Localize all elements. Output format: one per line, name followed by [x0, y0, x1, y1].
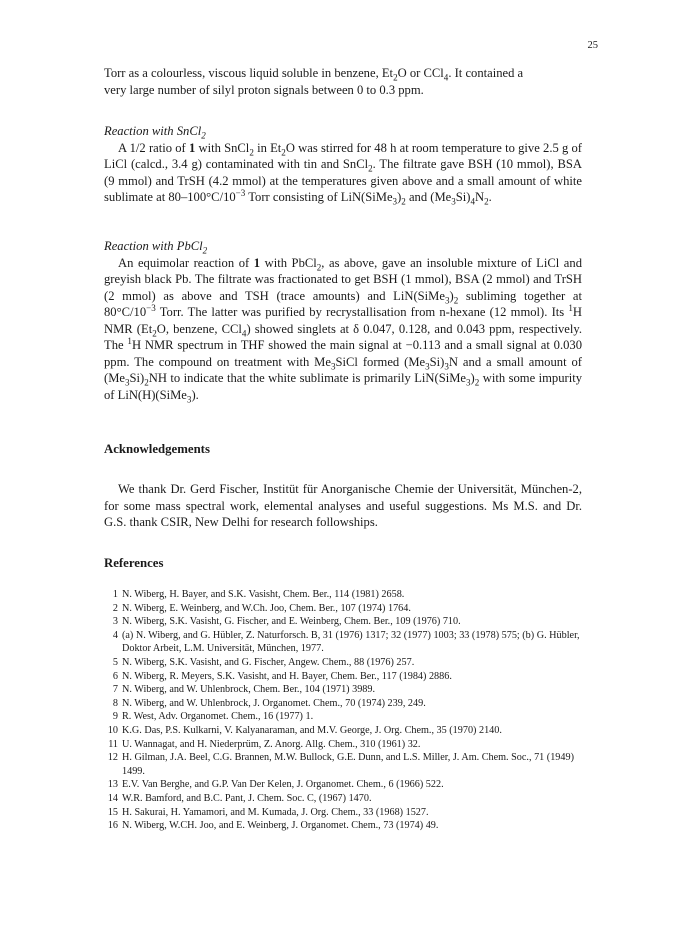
section-sncl2 — [104, 123, 582, 206]
reference-text: H. Gilman, J.A. Beel, C.G. Brannen, M.W. Bullock, G.E. Dunn, and L.S. Miller, J. Am. Chem. Soc., 71 (1949) 1499. — [122, 752, 574, 777]
section-pbcl2 — [104, 238, 582, 403]
references-list — [104, 588, 584, 833]
reference-item — [104, 792, 584, 806]
acknowledgements-heading: Acknowledgements — [104, 442, 210, 456]
reference-number: 11 — [108, 738, 118, 750]
reference-item — [104, 710, 584, 724]
reference-number: 2 — [112, 602, 118, 614]
reference-number: 1 — [112, 589, 118, 600]
reference-text: K.G. Das, P.S. Kulkarni, V. Kalyanaraman, and M.V. George, J. Org. Chem., 35 (1970) 2140. — [122, 724, 502, 736]
reference-text: N. Wiberg, and W. Uhlenbrock, Chem. Ber., 104 (1971) 3989. — [122, 684, 376, 696]
reference-number: 4 — [112, 629, 118, 641]
reference-item — [104, 724, 584, 738]
reference-text: N. Wiberg, S.K. Vasisht, and G. Fischer, Angew. Chem., 88 (1976) 257. — [122, 656, 415, 668]
reference-text: (a) N. Wiberg, and G. Hübler, Z. Naturforsch. B, 31 (1976) 1317; 32 (1977) 1003; 33 (1978) 575; (b) G. Hübler, Doktor Arbeit, L.M. Universität, München, 1977. — [122, 629, 580, 655]
reference-text: N. Wiberg, S.K. Vasisht, G. Fischer, and E. Weinberg, Chem. Ber., 109 (1976) 710. — [122, 616, 461, 628]
reference-item — [104, 602, 584, 616]
intro-paragraph — [104, 65, 582, 98]
page-number: 25 — [587, 40, 598, 51]
reference-number: 8 — [112, 697, 118, 709]
paragraph-sncl2: A 1/2 ratio of 1 with SnCl$_2$ in $Et_2O$ was stirred for 48 h at room temperature to give 2.5 g of LiCl (calcd., 3.4 g) contaminated with tin and SnCl$_2$. The filtrate gave BSH (10 mmol), BSA (9 mmol) and TrSH (4.2 mmol) at the temperatures given above and a small amount of white sublimate at $80-100^\circ C/10^{-3}$ Torr consisting of $LiN(SiMe_3)_2$ and $(Me_3Si)_4N_2$. — [104, 140, 582, 207]
reference-number: 3 — [112, 616, 118, 628]
reference-text: W.R. Bamford, and B.C. Pant, J. Chem. Soc. C, (1967) 1470. — [122, 792, 372, 804]
reference-number: 7 — [112, 684, 118, 696]
reference-text: N. Wiberg, W.CH. Joo, and E. Weinberg, J. Organomet. Chem., 73 (1974) 49. — [122, 820, 439, 832]
reference-item — [104, 778, 584, 792]
reference-text: U. Wannagat, and H. Niederprüm, Z. Anorg. Allg. Chem., 310 (1961) 32. — [122, 738, 421, 750]
reference-text: N. Wiberg, R. Meyers, S.K. Vasisht, and H. Bayer, Chem. Ber., 117 (1984) 2886. — [122, 670, 452, 682]
reference-item — [104, 656, 584, 670]
reference-item — [104, 615, 584, 629]
reference-text: N. Wiberg, H. Bayer, and S.K. Vasisht, Chem. Ber., 114 (1981) 2658. — [122, 589, 405, 600]
acknowledgements-section — [104, 481, 582, 531]
reference-item — [104, 670, 584, 684]
intro-line-2: very large number of silyl proton signals between 0 to 0.3 ppm. — [104, 82, 424, 97]
paragraph-pbcl2: An equimolar reaction of 1 with PbCl$_2$, as above, gave an insoluble mixture of LiCl and greyish black Pb. The filtrate was fractionated to get BSH (1 mmol), BSA (2 mmol) and TrSH (2 mmol) as above and TSH (trace amounts) and $LiN(SiMe_3)_2$ subliming together at $80^\circ C/10^{-3}$ Torr. The latter was purified by recrystallisation from n-hexane (12 mmol). Its $^1$H NMR ($Et_2O$, benzene, CCl$_4$) showed singlets at δ 0.047, 0.128, and 0.043 ppm, respectively. The $^1$H NMR spectrum in THF showed the main signal at −0.113 and a small signal at 0.030 ppm. The compound on treatment with $Me_3SiCl$ formed $(Me_3Si)_3N$ and a small amount of $(Me_3Si)_2NH$ to indicate that the white sublimate is primarily $LiN(SiMe_3)_2$ with some impurity of LiN(H)(SiMe$_3$). — [104, 255, 583, 405]
reference-text: N. Wiberg, and W. Uhlenbrock, J. Organomet. Chem., 70 (1974) 239, 249. — [122, 697, 426, 709]
section-heading-pbcl2: Reaction with PbCl$_2$ — [104, 239, 208, 256]
reference-item — [104, 751, 584, 778]
reference-item — [104, 697, 584, 711]
reference-number: 16 — [107, 820, 118, 832]
reference-text: R. West, Adv. Organomet. Chem., 16 (1977) 1. — [122, 711, 314, 723]
reference-number: 15 — [107, 806, 118, 818]
reference-text: H. Sakurai, H. Yamamori, and M. Kumada, J. Org. Chem., 33 (1968) 1527. — [122, 806, 429, 818]
reference-item — [104, 683, 584, 697]
intro-line-1: Torr as a colourless, viscous liquid soluble in benzene, $Et_2O$ or CCl$_4$. It contained a — [104, 66, 524, 83]
reference-number: 14 — [107, 792, 118, 804]
reference-item — [104, 806, 584, 820]
reference-number: 6 — [112, 670, 118, 682]
section-heading-sncl2: Reaction with SnCl$_2$ — [104, 124, 206, 141]
reference-number: 13 — [107, 779, 118, 791]
reference-number: 5 — [112, 656, 118, 668]
reference-number: 9 — [112, 711, 118, 723]
reference-number: 10 — [107, 724, 118, 736]
reference-item — [104, 629, 584, 656]
reference-item — [104, 588, 584, 602]
references-heading: References — [104, 556, 164, 570]
reference-item — [104, 738, 584, 752]
reference-text: E.V. Van Berghe, and G.P. Van Der Kelen, J. Organomet. Chem., 6 (1966) 522. — [122, 779, 444, 791]
reference-text: N. Wiberg, E. Weinberg, and W.Ch. Joo, Chem. Ber., 107 (1974) 1764. — [122, 602, 411, 614]
reference-item — [104, 819, 584, 833]
acknowledgements-paragraph: We thank Dr. Gerd Fischer, Institüt für Anorganische Chemie der Universität, München-2, for some mass spectral work, elemental analyses and useful suggestions. Ms M.S. and Dr. G.S. thank CSIR, New Delhi for research followships. — [104, 482, 582, 529]
reference-number: 12 — [107, 752, 118, 764]
